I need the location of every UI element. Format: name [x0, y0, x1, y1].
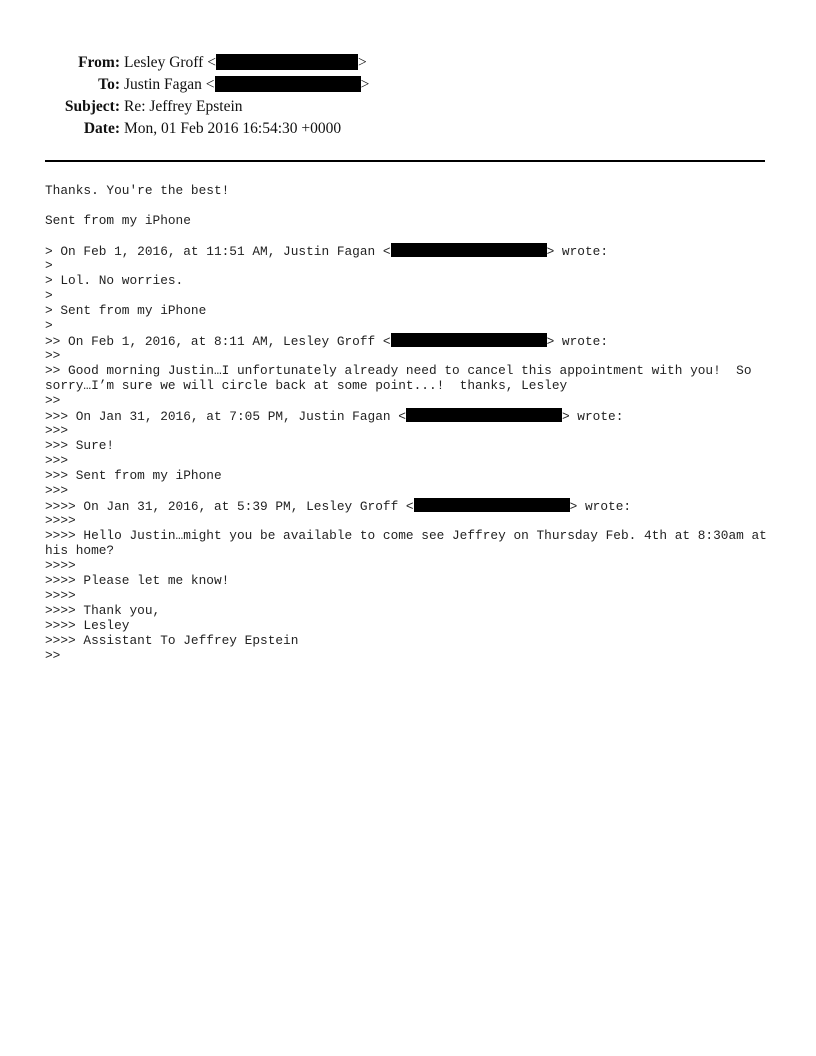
quote-wrote: > wrote: — [546, 244, 609, 259]
body-line: > Lol. No worries. — [45, 273, 184, 288]
quote-wrote: > wrote: — [561, 409, 624, 424]
body-line: >>>> Lesley — [45, 618, 130, 633]
email-body — [45, 183, 775, 663]
email-redaction — [414, 498, 570, 512]
body-line: >>>> Hello Justin…might you be available to come see Jeffrey on Thursday Feb. 4th at 8:30am at his home? — [45, 528, 775, 558]
body-line: > — [45, 318, 53, 333]
quote-wrote: > wrote: — [546, 334, 609, 349]
body-line: >>> Sent from my iPhone — [45, 468, 222, 483]
body-line: >> — [45, 393, 61, 408]
body-line: Sent from my iPhone — [45, 213, 191, 228]
date-row — [0, 118, 816, 140]
from-label: From: — [78, 54, 120, 71]
body-line: > Sent from my iPhone — [45, 303, 207, 318]
blank-line — [45, 228, 775, 243]
subject-label: Subject: — [64, 98, 120, 115]
body-line: > — [45, 258, 53, 273]
to-name: Justin Fagan < — [124, 76, 215, 93]
body-line: >>>> Assistant To Jeffrey Epstein — [45, 633, 299, 648]
quoted-header-line — [45, 498, 775, 513]
from-close: > — [357, 54, 367, 71]
subject-value: Re: Jeffrey Epstein — [124, 98, 243, 115]
header-divider — [45, 160, 765, 162]
blank-line — [45, 198, 775, 213]
to-row — [0, 74, 816, 96]
quoted-header-line — [45, 408, 775, 423]
body-line: >>> — [45, 453, 69, 468]
to-label: To: — [98, 76, 120, 93]
quote-intro: >>> On Jan 31, 2016, at 7:05 PM, Justin Fagan < — [45, 409, 406, 424]
body-line: >>> — [45, 483, 69, 498]
to-close: > — [360, 76, 370, 93]
body-line: >> — [45, 348, 61, 363]
date-value: Mon, 01 Feb 2016 16:54:30 +0000 — [124, 120, 342, 137]
body-line: >> — [45, 648, 61, 663]
from-value — [124, 52, 367, 74]
body-line: >> Good morning Justin…I unfortunately already need to cancel this appointment with you! So sorry…I’m sure we will circle back at some point...! thanks, Lesley — [45, 363, 760, 393]
body-line: >>>> Thank you, — [45, 603, 161, 618]
date-label: Date: — [83, 120, 120, 137]
quote-intro: >>>> On Jan 31, 2016, at 5:39 PM, Lesley Groff < — [45, 499, 414, 514]
body-line: Thanks. You're the best! — [45, 183, 230, 198]
body-line: >>> Sure! — [45, 438, 115, 453]
body-line: >>>> — [45, 513, 76, 528]
email-redaction — [391, 243, 547, 257]
body-line: >>>> — [45, 588, 76, 603]
quoted-header-line — [45, 243, 775, 258]
quoted-header-line — [45, 333, 775, 348]
email-redaction — [406, 408, 562, 422]
email-redaction — [391, 333, 547, 347]
to-email-redaction — [215, 76, 361, 92]
email-header — [0, 52, 816, 140]
from-email-redaction — [216, 54, 358, 70]
quote-intro: > On Feb 1, 2016, at 11:51 AM, Justin Fagan < — [45, 244, 391, 259]
from-name: Lesley Groff < — [124, 54, 216, 71]
body-line: >>>> — [45, 558, 76, 573]
subject-row — [0, 96, 816, 118]
body-line: >>> — [45, 423, 69, 438]
from-row — [0, 52, 816, 74]
to-value — [124, 74, 369, 96]
quote-intro: >> On Feb 1, 2016, at 8:11 AM, Lesley Groff < — [45, 334, 391, 349]
body-line: > — [45, 288, 53, 303]
quote-wrote: > wrote: — [569, 499, 632, 514]
body-line: >>>> Please let me know! — [45, 573, 230, 588]
